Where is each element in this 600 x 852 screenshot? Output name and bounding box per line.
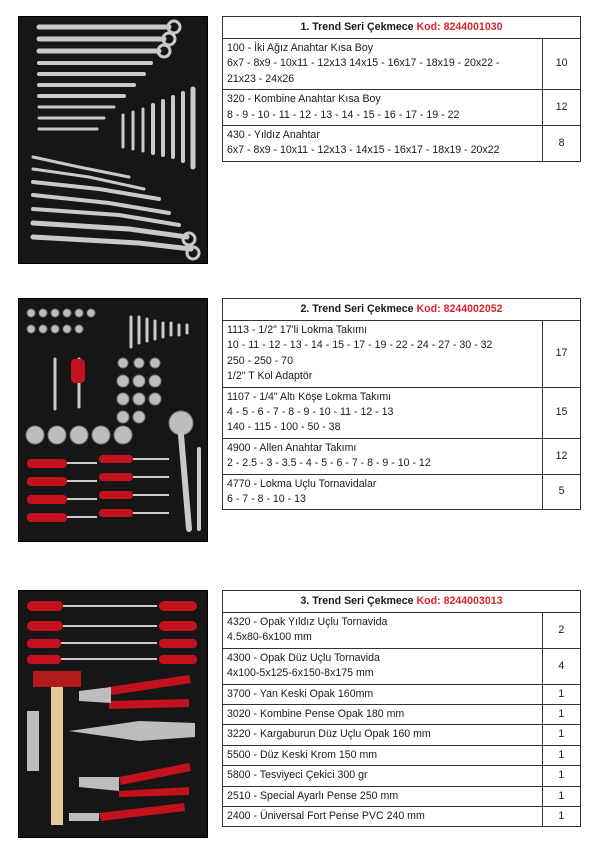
drawer-1-table	[222, 16, 581, 162]
table-row	[223, 387, 581, 438]
item-description: 2510 - Special Ayarlı Pense 250 mm	[223, 786, 543, 806]
table-row	[223, 39, 581, 90]
item-quantity: 4	[542, 648, 580, 684]
item-description: 5500 - Düz Keski Krom 150 mm	[223, 745, 543, 765]
table-row	[223, 613, 581, 649]
item-description: 3220 - Kargaburun Düz Uçlu Opak 160 mm	[223, 725, 543, 745]
socket-tray-image	[19, 299, 207, 541]
item-quantity: 1	[542, 786, 580, 806]
kod-code: Kod: 8244003013	[416, 594, 503, 607]
item-description: 100 - İki Ağız Anahtar Kısa Boy 6x7 - 8x9 - 10x11 - 12x13 14x15 - 16x17 - 18x19 - 20x22 - 21x23 - 24x26	[223, 39, 543, 90]
item-quantity: 1	[542, 684, 580, 704]
item-quantity: 15	[543, 387, 581, 438]
item-description: 320 - Kombine Anahtar Kısa Boy 8 - 9 - 10 - 11 - 12 - 13 - 14 - 15 - 16 - 17 - 19 - 22	[223, 90, 543, 126]
kod-code: Kod: 8244002052	[416, 302, 503, 315]
plier-tray-image	[19, 591, 207, 837]
item-quantity: 1	[542, 725, 580, 745]
item-description: 4900 - Allen Anahtar Takımı 2 - 2.5 - 3 - 3.5 - 4 - 5 - 6 - 7 - 8 - 9 - 10 - 12	[223, 438, 543, 474]
drawer-title: 1. Trend Seri Çekmece Kod: 8244001030	[223, 17, 581, 39]
item-description: 4300 - Opak Düz Uçlu Tornavida 4x100-5x125-6x150-8x175 mm	[223, 648, 543, 684]
table-row	[223, 725, 581, 745]
item-quantity: 5	[543, 474, 581, 510]
table-header-row	[223, 17, 581, 39]
table-row	[223, 90, 581, 126]
item-description: 4770 - Lokma Uçlu Tornavidalar 6 - 7 - 8 - 10 - 13	[223, 474, 543, 510]
item-description: 3020 - Kombine Pense Opak 180 mm	[223, 705, 543, 725]
item-description: 2400 - Üniversal Fort Pense PVC 240 mm	[223, 807, 543, 827]
kod-code: Kod: 8244001030	[416, 20, 503, 33]
drawer-2-photo	[18, 298, 208, 542]
drawer-title: 3. Trend Seri Çekmece Kod: 8244003013	[223, 591, 581, 613]
table-row	[223, 321, 581, 388]
item-description: 3700 - Yan Keski Opak 160mm	[223, 684, 543, 704]
item-quantity: 12	[543, 438, 581, 474]
table-row	[223, 474, 581, 510]
item-quantity: 1	[542, 807, 580, 827]
item-description: 5800 - Tesviyeci Çekici 300 gr	[223, 766, 543, 786]
drawer-2-table	[222, 298, 581, 510]
item-quantity: 8	[543, 126, 581, 162]
table-header-row	[223, 591, 581, 613]
item-description: 4320 - Opak Yıldız Uçlu Tornavida 4.5x80-6x100 mm	[223, 613, 543, 649]
item-quantity: 1	[542, 705, 580, 725]
item-description: 1113 - 1/2" 17'li Lokma Takımı 10 - 11 - 12 - 13 - 14 - 15 - 17 - 19 - 22 - 24 - 27 - 30 - 32 250 - 250 - 70 1/2" T Kol Adaptör	[223, 321, 543, 388]
table-row	[223, 438, 581, 474]
item-quantity: 1	[542, 766, 580, 786]
table-row	[223, 126, 581, 162]
drawer-3-table	[222, 590, 581, 827]
table-row	[223, 807, 581, 827]
item-quantity: 10	[543, 39, 581, 90]
table-row	[223, 705, 581, 725]
drawer-1-photo	[18, 16, 208, 264]
drawer-title: 2. Trend Seri Çekmece Kod: 8244002052	[223, 299, 581, 321]
table-row	[223, 786, 581, 806]
table-row	[223, 684, 581, 704]
drawer-3-photo	[18, 590, 208, 838]
table-row	[223, 766, 581, 786]
wrench-tray-image	[19, 17, 207, 263]
item-description: 430 - Yıldız Anahtar 6x7 - 8x9 - 10x11 - 12x13 - 14x15 - 16x17 - 18x19 - 20x22	[223, 126, 543, 162]
table-header-row	[223, 299, 581, 321]
item-quantity: 17	[543, 321, 581, 388]
table-row	[223, 648, 581, 684]
item-quantity: 2	[542, 613, 580, 649]
item-quantity: 1	[542, 745, 580, 765]
table-row	[223, 745, 581, 765]
item-description: 1107 - 1/4" Altı Köşe Lokma Takımı 4 - 5 - 6 - 7 - 8 - 9 - 10 - 11 - 12 - 13 140 - 115 - 100 - 50 - 38	[223, 387, 543, 438]
item-quantity: 12	[543, 90, 581, 126]
